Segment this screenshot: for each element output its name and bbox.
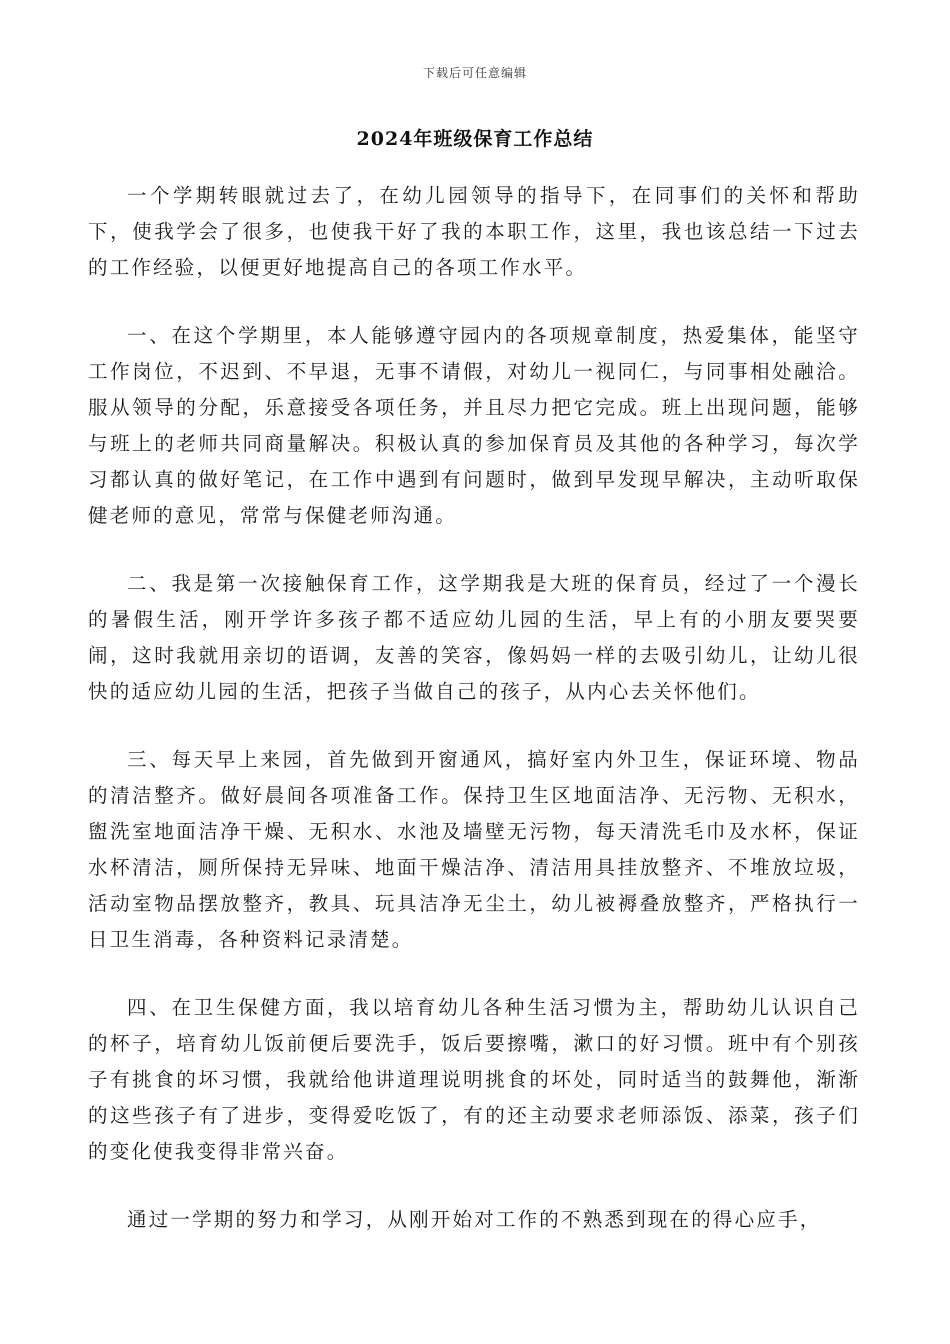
paragraph-section-3: 三、每天早上来园，首先做到开窗通风，搞好室内外卫生，保证环境、物品的清洁整齐。做好晨间各项准备工作。保持卫生区地面洁净、无污物、无积水，盥洗室地面洁净干燥、无积水、水池及墙壁无污物，每天清洗毛巾及水杯，保证水杯清洁，厕所保持无异味、地面干燥洁净、清洁用具挂放整齐、不堆放垃圾，活动室物品摆放整齐，教具、玩具洁净无尘土，幼儿被褥叠放整齐，严格执行一日卫生消毒，各种资料记录清楚。	[88, 748, 860, 951]
paragraph-section-2: 二、我是第一次接触保育工作，这学期我是大班的保育员，经过了一个漫长的暑假生活，刚开学许多孩子都不适应幼儿园的生活，早上有的小朋友要哭要闹，这时我就用亲切的语调，友善的笑容，像妈妈一样的去吸引幼儿，让幼儿很快的适应幼儿园的生活，把孩子当做自己的孩子，从内心去关怀他们。	[88, 572, 860, 703]
document-title: 2024年班级保育工作总结	[356, 128, 594, 150]
header-note: 下载后可任意编辑	[422, 66, 527, 80]
paragraph-conclusion: 通过一学期的努力和学习，从刚开始对工作的不熟悉到现在的得心应手，	[127, 1208, 822, 1231]
paragraph-section-4: 四、在卫生保健方面，我以培育幼儿各种生活习惯为主，帮助幼儿认识自己的杯子，培育幼儿饭前便后要洗手，饭后要擦嘴，漱口的好习惯。班中有个别孩子有挑食的坏习惯，我就给他讲道理说明挑食的坏处，同时适当的鼓舞他，渐渐的这些孩子有了进步，变得爱吃饭了，有的还主动要求老师添饭、添菜，孩子们的变化使我变得非常兴奋。	[88, 996, 860, 1163]
paragraph-section-1: 一、在这个学期里，本人能够遵守园内的各项规章制度，热爱集体，能坚守工作岗位，不迟到、不早退，无事不请假，对幼儿一视同仁，与同事相处融洽。服从领导的分配，乐意接受各项任务，并且尽力把它完成。班上出现问题，能够与班上的老师共同商量解决。积极认真的参加保育员及其他的各种学习，每次学习都认真的做好笔记，在工作中遇到有问题时，做到早发现早解决，主动听取保健老师的意见，常常与保健老师沟通。	[88, 324, 860, 527]
document-body	[88, 178, 860, 1238]
paragraph-intro: 一个学期转眼就过去了，在幼儿园领导的指导下，在同事们的关怀和帮助下，使我学会了很多，也使我干好了我的本职工作，这里，我也该总结一下过去的工作经验，以便更好地提高自己的各项工作水平。	[88, 184, 860, 279]
